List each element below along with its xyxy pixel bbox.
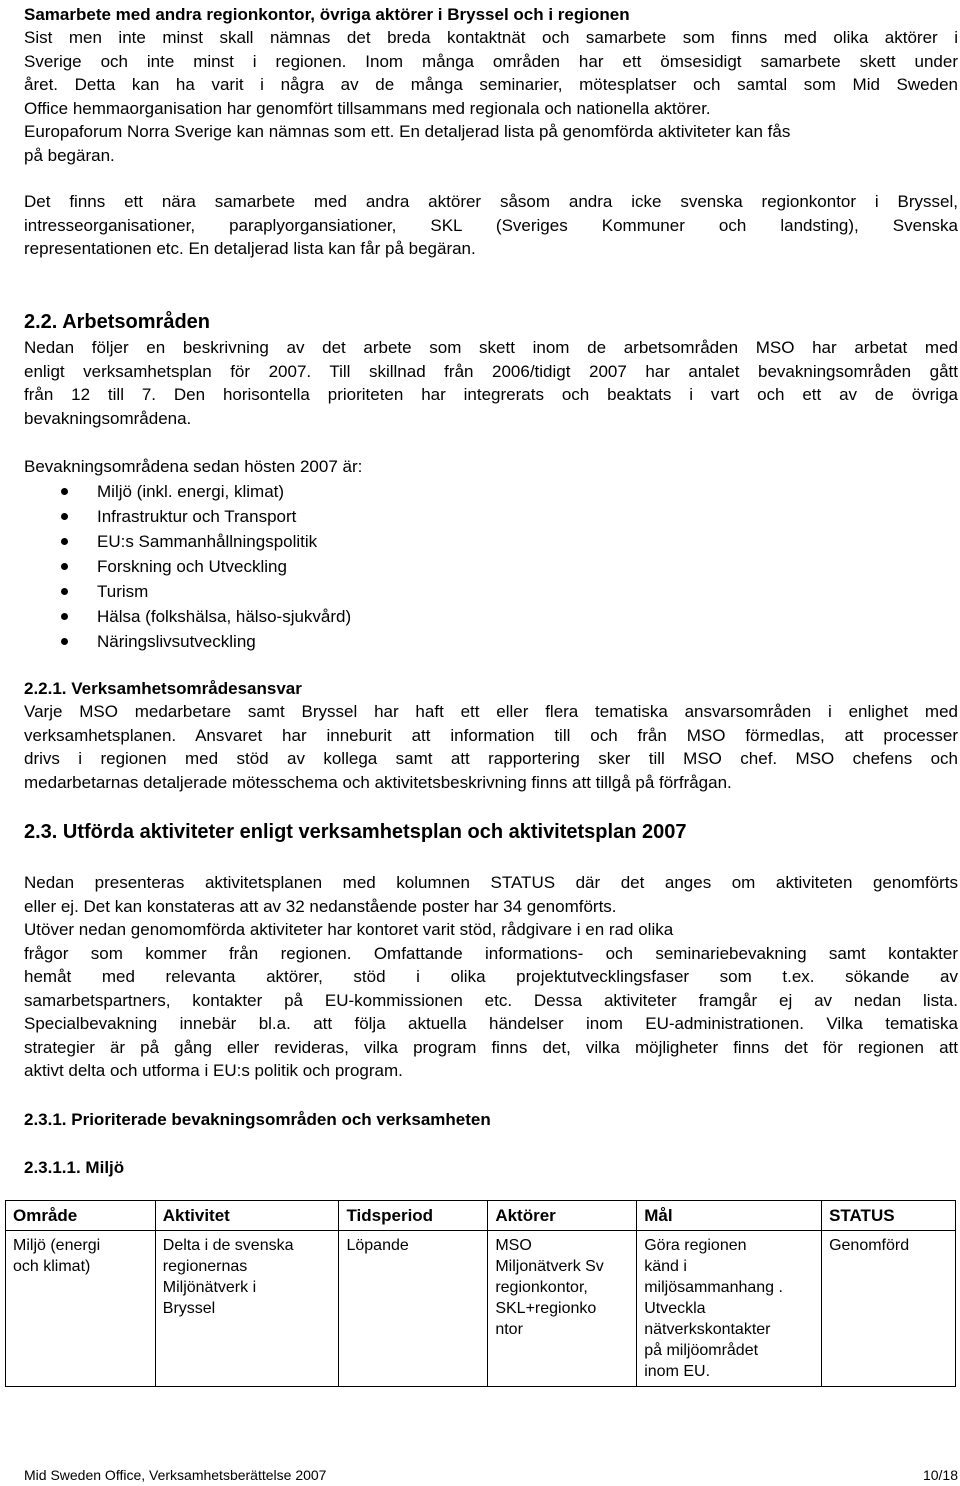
column-header-omrade: Område [6, 1201, 156, 1231]
paragraph-ansvar [24, 700, 958, 794]
section-heading: Samarbete med andra regionkontor, övriga aktörer i Bryssel och i regionen [24, 5, 630, 24]
heading-utforda-aktiviteter: 2.3. Utförda aktiviteter enligt verksamhetsplan och aktivitetsplan 2007 [24, 821, 687, 843]
cell-line: nätverkskontakter [644, 1321, 771, 1338]
column-header-status: STATUS [822, 1201, 956, 1231]
cell-status [822, 1231, 956, 1387]
column-header-tidsperiod: Tidsperiod [339, 1201, 488, 1231]
text-line: Varje MSO medarbetare samt Bryssel har haft ett eller flera tematiska ansvarsområden i enlighet med [24, 702, 958, 721]
table-row [6, 1231, 956, 1387]
heading-miljo: 2.3.1.1. Miljö [24, 1158, 125, 1177]
paragraph-arbetsomraden [24, 336, 958, 430]
text-line: Europaforum Norra Sverige kan nämnas som ett. En detaljerad lista på genomförda aktiviteter kan fås [24, 122, 791, 141]
cell-aktorer [488, 1231, 637, 1387]
heading-arbetsomraden [24, 309, 210, 335]
cell-line: Miljö (energi [13, 1237, 101, 1254]
text-line: frågor som kommer från regionen. Omfattande informations- och seminariebevakning samt kontakter [24, 943, 958, 963]
text-line: enligt verksamhetsplan för 2007. Till skillnad från 2006/tidigt 2007 har antalet bevakningsområden gått [24, 361, 958, 381]
list-item: Forskning och Utveckling [24, 554, 958, 579]
text-line: Nedan följer en beskrivning av det arbete som skett inom de arbetsområden MSO har arbetat med [24, 338, 958, 357]
page-number: 10/18 [922, 1467, 958, 1483]
cell-line: SKL+regionko [495, 1300, 597, 1317]
heading-prioriterade: 2.3.1. Prioriterade bevakningsområden och verksamheten [24, 1110, 491, 1129]
column-header-mal: Mål [637, 1201, 822, 1231]
text-line: strategier är på gång eller revideras, vilka program finns det, vilka möjligheter finns det för regionen att [24, 1037, 958, 1057]
list-item: EU:s Sammanhållningspolitik [24, 529, 958, 554]
text-line: Sverige och inte minst i regionen. Inom många områden har ett ömsesidigt samarbete skett under [24, 51, 958, 71]
text-line: verksamhetsplanen. Ansvaret har inneburit att information till och från MSO förmedlas, att processer [24, 725, 958, 745]
paragraph-narasamarbete [24, 190, 958, 261]
cell-line: ntor [495, 1321, 523, 1338]
activity-table [5, 1200, 956, 1387]
text-line: Office hemmaorganisation har genomfört tillsammans med regionala och nationella aktörer. [24, 98, 711, 118]
cell-line: Utveckla [644, 1300, 706, 1317]
text-line: Utöver nedan genomomförda aktiviteter har kontoret varit stöd, rådgivare i en rad olika [24, 920, 674, 939]
heading-verksamhetsomradesansvar: 2.2.1. Verksamhetsområdesansvar [24, 679, 302, 698]
column-header-aktorer: Aktörer [488, 1201, 637, 1231]
cell-line: MSO [495, 1237, 532, 1254]
text-line: intresseorganisationer, paraplyorgansiationer, SKL (Sveriges Kommuner och landsting), Svenska [24, 215, 958, 235]
text-line: bevakningsområdena. [24, 408, 192, 428]
text-line: på begäran. [24, 145, 115, 165]
cell-line: regionkontor, [495, 1279, 588, 1296]
bevakning-list [24, 479, 958, 654]
text-line: hemåt med relevanta aktörer, stöd i olika projektutvecklingsfaser som t.ex. sökande av [24, 967, 958, 986]
text-line: året. Detta kan ha varit i några av de många seminarier, mötesplatser och samtal som Mid Sweden [24, 75, 958, 94]
text-line: drivs i regionen med stöd av kollega samt att rapportering sker till MSO chef. MSO chefens och [24, 749, 958, 768]
cell-tidsperiod [339, 1231, 488, 1387]
cell-line: på miljöområdet [644, 1342, 759, 1359]
text-line: från 12 till 7. Den horisontella prioriteten har integrerats och beaktats i vart och ett av de övriga [24, 385, 958, 404]
cell-line: Miljönätverk i [162, 1279, 257, 1296]
cell-line: miljösammanhang . [644, 1279, 783, 1296]
list-item: Miljö (inkl. energi, klimat) [24, 479, 958, 504]
text-line: eller ej. Det kan konstateras att av 32 nedanstående poster har 34 genomförts. [24, 896, 617, 916]
list-item: Hälsa (folkshälsa, hälso-sjukvård) [24, 604, 958, 629]
list-item: Infrastruktur och Transport [24, 504, 958, 529]
text-line: Specialbevakning innebär bl.a. att följa aktuella händelser inom EU-administrationen. Vilka tematiska [24, 1014, 958, 1033]
bevakning-intro: Bevakningsområdena sedan hösten 2007 är: [24, 457, 363, 476]
cell-omrade [6, 1231, 156, 1387]
text-line: Det finns ett nära samarbete med andra aktörer såsom andra icke svenska regionkontor i Bryssel, [24, 192, 958, 211]
cell-line: känd i [644, 1258, 687, 1275]
paragraph-samarbete [24, 26, 958, 167]
cell-line: Bryssel [162, 1300, 216, 1317]
cell-line: Miljonätverk Sv [495, 1258, 604, 1275]
list-item: Näringslivsutveckling [24, 629, 958, 654]
cell-line: och klimat) [13, 1258, 91, 1275]
paragraph-aktivitetsplan [24, 871, 958, 918]
cell-aktivitet [155, 1231, 339, 1387]
column-header-aktivitet: Aktivitet [155, 1201, 339, 1231]
cell-line: Löpande [346, 1237, 409, 1254]
cell-line: inom EU. [644, 1363, 711, 1380]
heading-number: 2.2. [24, 311, 58, 333]
cell-line: Genomförd [829, 1237, 910, 1254]
cell-line: Göra regionen [644, 1237, 747, 1254]
paragraph-utover [24, 918, 958, 1083]
text-line: representationen etc. En detaljerad lista kan får på begäran. [24, 239, 476, 258]
cell-line: Delta i de svenska [162, 1237, 294, 1254]
list-item: Turism [24, 579, 958, 604]
text-line: Sist men inte minst skall nämnas det breda kontaktnät och samarbete som finns med olika aktörer i [24, 28, 958, 47]
text-line: medarbetarnas detaljerade mötesschema och aktivitetsbeskrivning finns att tillgå på förfrågan. [24, 772, 732, 792]
page-footer [24, 1467, 958, 1483]
table-header-row [6, 1201, 956, 1231]
cell-mal [637, 1231, 822, 1387]
text-line: aktivt delta och utforma i EU:s politik och program. [24, 1061, 403, 1080]
cell-line: regionernas [162, 1258, 248, 1275]
heading-title: Arbetsområden [62, 311, 210, 333]
text-line: samarbetspartners, kontakter på EU-kommissionen etc. Dessa aktiviteter framgår ej av nedan lista. [24, 990, 958, 1010]
text-line: Nedan presenteras aktivitetsplanen med kolumnen STATUS där det anges om aktiviteten genomförts [24, 873, 958, 892]
footer-title: Mid Sweden Office, Verksamhetsberättelse 2007 [24, 1467, 327, 1483]
